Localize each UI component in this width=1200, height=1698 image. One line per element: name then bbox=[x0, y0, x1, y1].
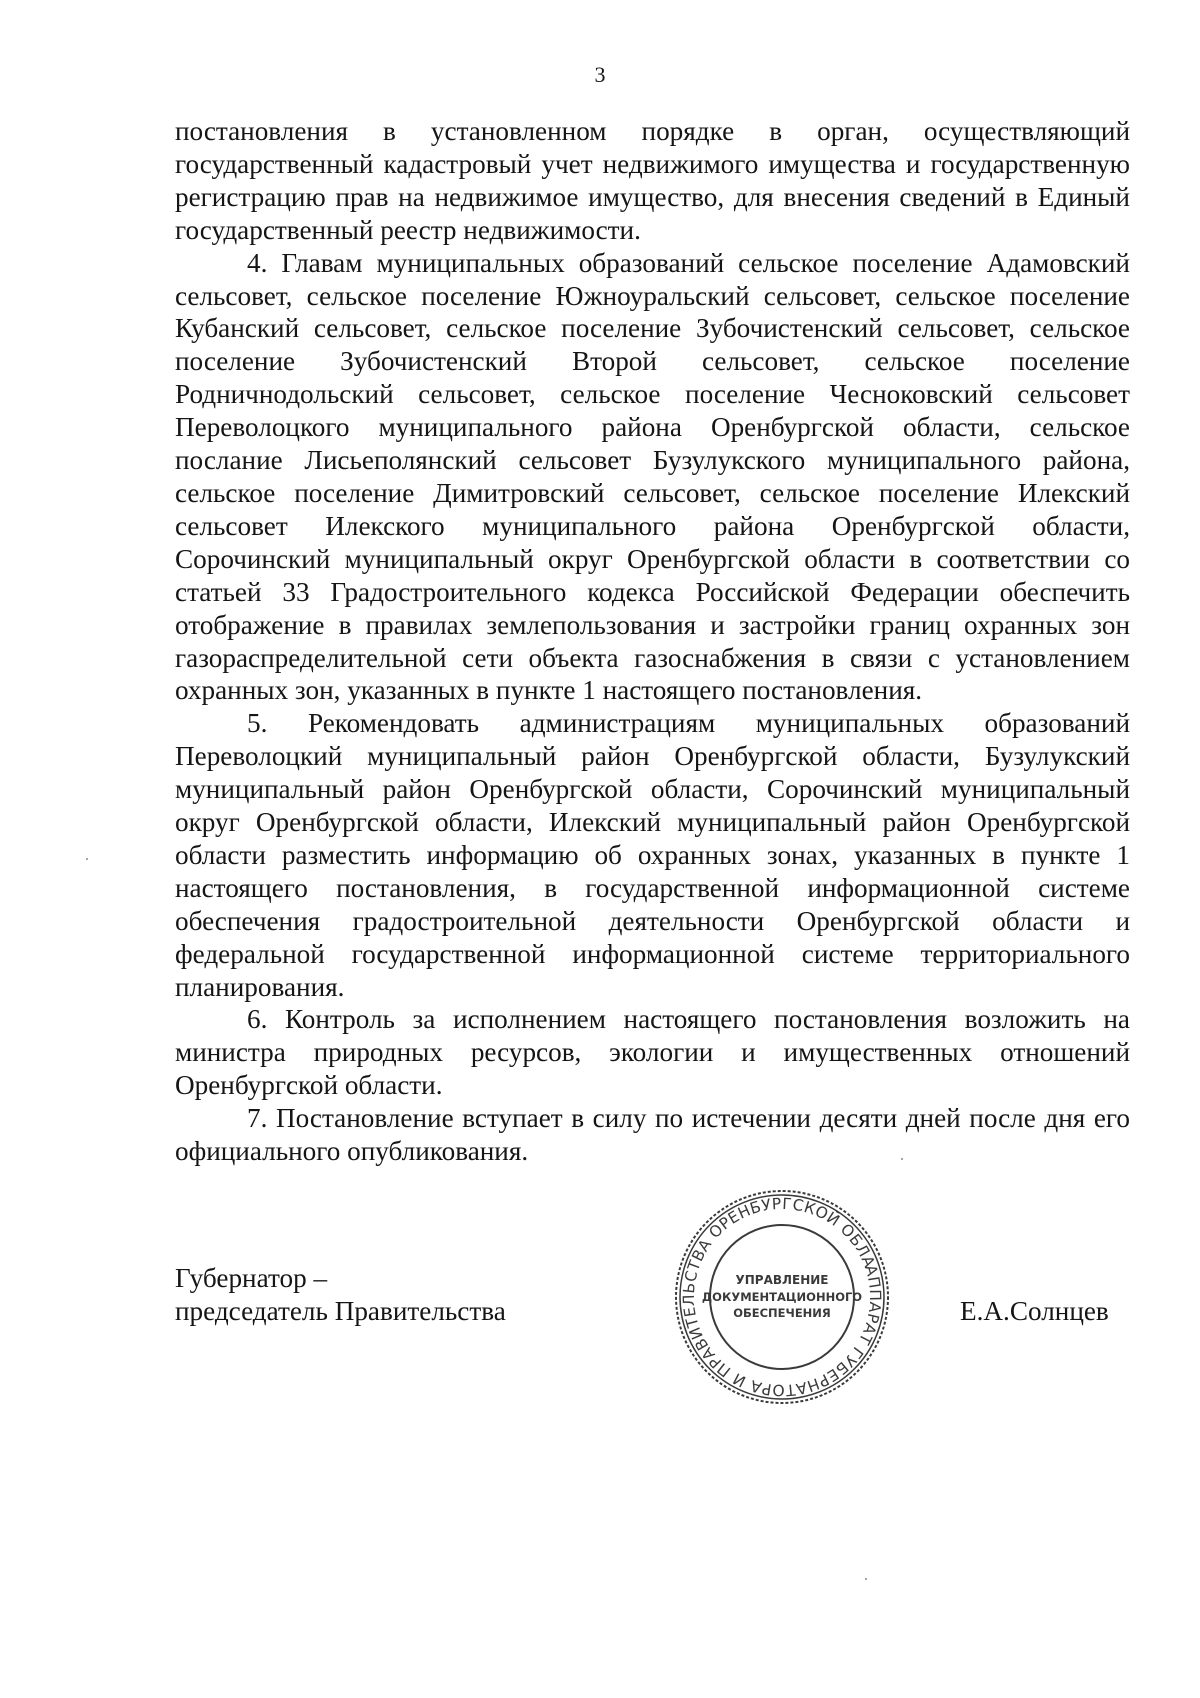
paragraph-item-4: 4. Главам муниципальных образований сельское поселение Адамовский сельсовет, сельское поселение Южноуральский сельсовет, сельское поселение Кубанский сельсовет, сельское поселение Зубочистенский сельсовет, сельское поселение Зубочистенский Второй сельсовет, сельское поселение Родничнодольский сельсовет, сельское поселение Чесноковский сельсовет Переволоцкого муниципального района Оренбургской области, сельское послание Лисьеполянский сельсовет Бузулукского муниципального района, сельское поселение Димитровский сельсовет, сельское поселение Илекский сельсовет Илекского муниципального района Оренбургской области, Сорочинский муниципальный округ Оренбургской области в соответствии со статьей 33 Градостроительного кодекса Российской Федерации обеспечить отображение в правилах землепользования и застройки границ охранных зон газораспределительной сети объекта газоснабжения в связи с установлением охранных зон, указанных в пункте 1 настоящего постановления. bbox=[175, 247, 1130, 706]
scan-speck bbox=[86, 858, 88, 860]
position-line-governor: Губернатор – bbox=[175, 1263, 328, 1293]
seal-line-2: ДОКУМЕНТАЦИОННОГО bbox=[701, 1290, 863, 1304]
seal-line-3: ОБЕСПЕЧЕНИЯ bbox=[733, 1306, 831, 1320]
seal-line-1: УПРАВЛЕНИЕ bbox=[735, 1273, 829, 1287]
page-number: 3 bbox=[594, 62, 606, 87]
document-body bbox=[175, 115, 1130, 1168]
paragraph-item-7: 7. Постановление вступает в силу по истечении десяти дней после дня его официального опубликования. bbox=[175, 1103, 1130, 1167]
seal-outer-text: АППАРАТ ГУБЕРНАТОРА И ПРАВИТЕЛЬСТВА ОРЕНБУРГСКОЙ ОБЛАСТИ bbox=[679, 1194, 885, 1400]
scan-speck bbox=[901, 1158, 903, 1160]
signatory-name: Е.А.Солнцев bbox=[960, 1296, 1109, 1326]
paragraph-item-5: 5. Рекомендовать администрациям муниципальных образований Переволоцкий муниципальный район Оренбургской области, Бузулукский муниципальный район Оренбургской области, Сорочинский муниципальный округ Оренбургской области, Илекский муниципальный район Оренбургской области разместить информацию об охранных зонах, указанных в пункте 1 настоящего постановления, в государственной информационной системе обеспечения градостроительной деятельности Оренбургской области и федеральной государственной информационной системе территориального планирования. bbox=[175, 708, 1130, 1002]
paragraph-item-6: 6. Контроль за исполнением настоящего постановления возложить на министра природных ресурсов, экологии и имущественных отношений Оренбургской области. bbox=[175, 1004, 1130, 1101]
paragraph-continuation: постановления в установленном порядке в орган, осуществляющий государственный кадастровый учет недвижимого имущества и государственную регистрацию прав на недвижимое имущество, для внесения сведений в Единый государственный реестр недвижимости. bbox=[175, 116, 1130, 245]
scan-speck bbox=[865, 1578, 867, 1580]
official-seal bbox=[672, 1187, 892, 1407]
position-line-chairman: председатель Правительства bbox=[175, 1296, 506, 1326]
signature-position bbox=[175, 1262, 506, 1328]
